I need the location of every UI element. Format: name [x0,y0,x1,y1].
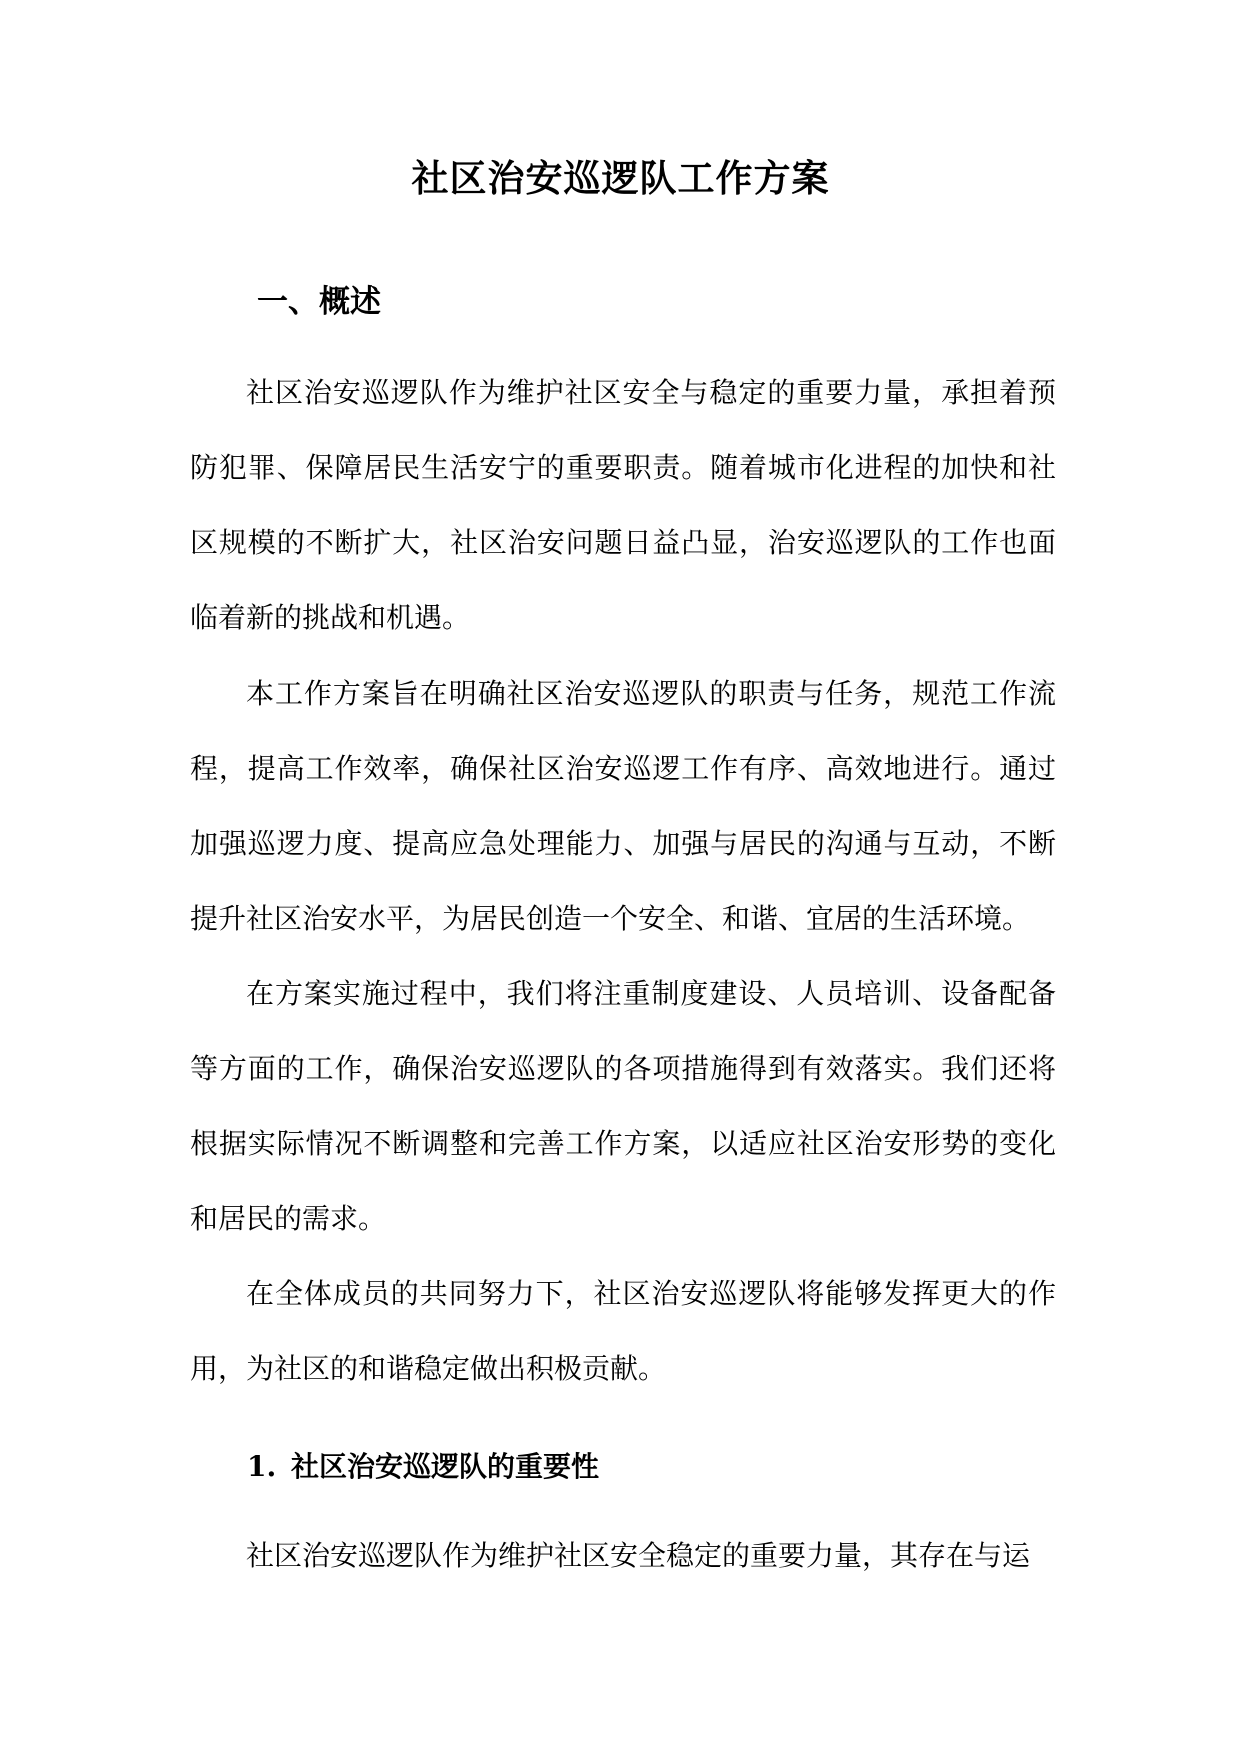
subsection-heading-text: 社区治安巡逻队的重要性 [291,1450,600,1483]
importance-paragraph-1: 社区治安巡逻队作为维护社区安全稳定的重要力量，其存在与运 [246,1539,1031,1572]
overview-paragraph-4: 在全体成员的共同努力下，社区治安巡逻队将能够发挥更大的作用，为社区的和谐稳定做出积极贡献。 [190,1277,1056,1385]
document-title: 社区治安巡逻队工作方案 [411,156,830,200]
subsection-heading-importance [247,1442,599,1492]
overview-paragraph-2: 本工作方案旨在明确社区治安巡逻队的职责与任务，规范工作流程，提高工作效率，确保社区治安巡逻工作有序、高效地进行。通过加强巡逻力度、提高应急处理能力、加强与居民的沟通与互动，不断提升社区治安水平，为居民创造一个安全、和谐、宜居的生活环境。 [190,677,1056,935]
overview-paragraph-1: 社区治安巡逻队作为维护社区安全与稳定的重要力量，承担着预防犯罪、保障居民生活安宁的重要职责。随着城市化进程的加快和社区规模的不断扩大，社区治安问题日益凸显，治安巡逻队的工作也面临着新的挑战和机遇。 [190,376,1056,634]
section-heading-overview: 一、概述 [257,284,381,320]
subsection-number: 1. [247,1450,277,1483]
overview-paragraph-3: 在方案实施过程中，我们将注重制度建设、人员培训、设备配备等方面的工作，确保治安巡逻队的各项措施得到有效落实。我们还将根据实际情况不断调整和完善工作方案，以适应社区治安形势的变化和居民的需求。 [190,977,1056,1235]
